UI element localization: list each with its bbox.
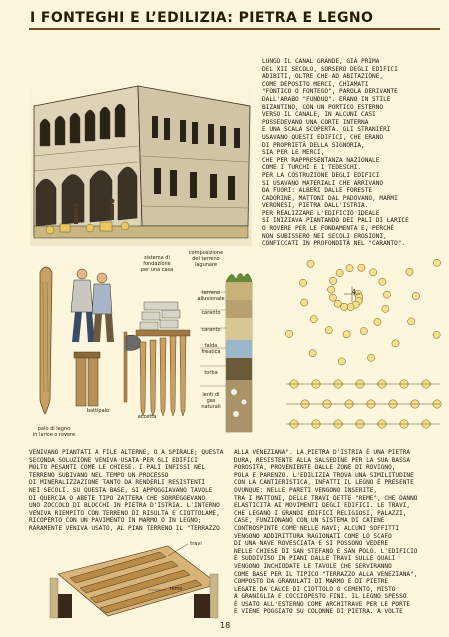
pile-dot	[343, 331, 350, 338]
text-block-intro: LUNGO IL CANAL GRANDE, GIÀ PRIMA DEL XII SECOLO, SORSERO DEGLI EDIFICI ADIBITI, OLTRE CHE AD ABITAZIONE, COME DEPOSITO MERCI, CHIAMATI "FONTICO O FONTEGO", PAROLA DERIVANTE DALL'ARABO "FUNDUQ". ERANO IN STILE BIZANTINO, CON UN PORTICO ESTERNO VERSO IL CANALE, IN ALCUNI CASI POSSEDEVANO UNA CORTE INTERNA E UNA SCALA SCOPERTA. GLI STRANIERI USAVANO QUESTI EDIFICI, CHE ERANO DI PROPRIETÀ DELLA SIGNORIA, SIA PER LE MERCI, CHE PER RAPPRESENTANZA NAZIONALE COME I TURCHI E I TEDESCHI. PER LA COSTRUZIONE DEGLI EDIFICI SI USAVANO MATERIALI CHE ARRIVANO DA FUORI: ALBERI DALLE FORESTE CADORINE, MATTONI DAL PADOVANO, MARMI VERONESI, PIETRA DALL'ISTRIA. PER REALIZZARE L'EDIFICIO IDEALE SI INIZIAVA PIANTANDO DEI PALI DI LARICE O ROVERE PER LE FONDAMENTA E, PERCHÉ NON SUBISSERO NEI SECOLI EROSIONI, CONFICCATI IN PROFONDITÀ NEL "CARANTO".	[262, 58, 409, 248]
spiral-pile-pattern	[286, 259, 441, 365]
label-torba: torba	[204, 370, 218, 376]
pile-dot	[330, 277, 337, 284]
pile-dot	[383, 291, 390, 298]
pile-dot	[307, 260, 314, 267]
pile-dot	[286, 330, 293, 337]
label-palo-legno: palo di legno in larice o rovere	[32, 426, 76, 438]
pile-layout-diagram	[282, 252, 444, 444]
pile-dot	[408, 318, 415, 325]
pile-dot	[325, 327, 332, 334]
label-caranto-1: caranto	[201, 310, 221, 316]
beams-illustration	[48, 534, 220, 626]
label-terreno-alluvionale: terreno alluvionale	[197, 290, 225, 302]
page-number: 18	[220, 621, 231, 630]
text-block-wood: ALLA VENEZIANA". LA PIETRA D'ISTRIA È UNA PIETRA DURA, RESISTENTE ALLA SALSEDINE PER LA SUA BASSA POROSITÀ, PROVENIENTE DALLE ZONE DI ROVIGNO, POLA E PARENZO. L'EDILIZIA TROVA UNA SIMILITUDINE CON LA CANTIERISTICA, INFATTI IL LEGNO È PRESENTE OVUNQUE: NELLE PARETI VENGONO INSERITE, TRA I MATTONI, DELLE TRAVI DETTE "REME", CHE DANNO ELASTICITÀ AI MOVIMENTI DEGLI EDIFICI. LE TRAVI, CHE LEGANO I GRANDI EDIFICI RELIGIOSI, PALAZZI, CASE, FUNZIONANO CON UN SISTEMA DI CATENE CONTROSPINTE COME NELLE NAVI; ALCUNI SOFFITTI VENGONO ADDIRITTURA RAGIONATI COME LO SCAFO DI UNA NAVE ROVESCIATA E SI POSSONO VEDERE NELLE CHIESE DI SAN STEFANO E SAN POLO. L'EDIFICIO È SUDDIVISO IN PIANI DALLE TRAVI SULLE QUALI VENGONO INCHIODATE LE TAVOLE CHE SERVIRANNO COME BASE PER IL TIPICO "TERRAZZO ALLA VENEZIANA", COMPOSTO DA GRANULATI DI MARMO E DI PIETRE LEGATE DA CALCE DI CIOTTOLO O CEMENTO, MISTO A GRANIGLIA E COCCIOPESTO FINI. IL LEGNO SPESSO È USATO ALL'ESTERNO COME ARCHITRAVE PER LE PORTE E VIENE POGGIATO SU COLONNE DI PIETRA. A VOLTE	[234, 449, 418, 616]
label-spiral-number: 4	[351, 288, 357, 296]
palazzo-illustration	[30, 76, 252, 246]
text-block-piles: VENIVANO PIANTATI A FILE ALTERNE, O A SPIRALE; QUESTA SECONDA SOLUZIONE VENIVA USATA PER GLI EDIFICI MOLTO PESANTI COME LE CHIESE. I PALI INFISSI NEL TERRENO SUBIVANO NEL TEMPO UN PROCESSO DI MINERALIZZAZIONE TANTO DA RENDERLI RESISTENTI NEI SECOLI. SU QUESTA BASE, SI APPOGGIAVANO TAVOLE DI QUERCIA O ABETE TIPO ZATTERA CHE SORREGGEVANO UNO ZOCCOLO DI BLOCCHI IN PIETRA D'ISTRIA. L'INTERNO VENIVA RIEMPITO CON TERRENO DI RISULTA E CIOTTOLAME, RICOPERTO CON UN PAVIMENTO IN MARMO O IN LEGNO; RARAMENTE VENIVA USATO, AL PIAN TERRENO IL "TERRAZZO	[29, 449, 224, 532]
label-falda-freatica: falda freatica	[201, 343, 221, 355]
pile-dot	[433, 331, 440, 338]
pile-dot	[301, 299, 308, 306]
label-composizione-terreno: composizione del terreno lagunare	[188, 250, 224, 268]
pile-dot	[412, 292, 419, 299]
pile-dot	[433, 259, 440, 266]
label-sistema-fondazione: sistema di fondazione per una casa	[140, 255, 174, 273]
pile-dot	[334, 300, 341, 307]
pile-dot	[374, 318, 381, 325]
pile-dot	[368, 354, 375, 361]
pile-dot	[310, 316, 317, 323]
pile-dot	[329, 294, 336, 301]
pile-dot	[347, 303, 354, 310]
pile-dot	[328, 286, 335, 293]
page-title: I FONTEGHI E L’EDILIZIA: PIETRA E LEGNO	[30, 10, 374, 26]
label-lenti-gas: lenti di gas naturali	[201, 392, 221, 410]
pile-dot	[406, 268, 413, 275]
pile-dot	[360, 328, 367, 335]
title-divider	[29, 28, 440, 30]
pile-dot	[338, 358, 345, 365]
label-travi: travi	[190, 541, 202, 547]
pile-dot	[379, 278, 386, 285]
pile-dot	[309, 350, 316, 357]
pile-dot	[346, 265, 353, 272]
pile-dot	[382, 305, 389, 312]
pile-dot	[341, 303, 348, 310]
label-accetta: accetta	[137, 414, 157, 420]
label-caranto-2: caranto	[201, 327, 221, 333]
pile-dot	[299, 279, 306, 286]
pile-dot	[392, 340, 399, 347]
pile-dot	[370, 269, 377, 276]
pile-dot	[358, 264, 365, 271]
label-battipalo: battipalo	[86, 408, 110, 414]
pile-dot	[336, 269, 343, 276]
label-reme: reme	[169, 586, 183, 592]
